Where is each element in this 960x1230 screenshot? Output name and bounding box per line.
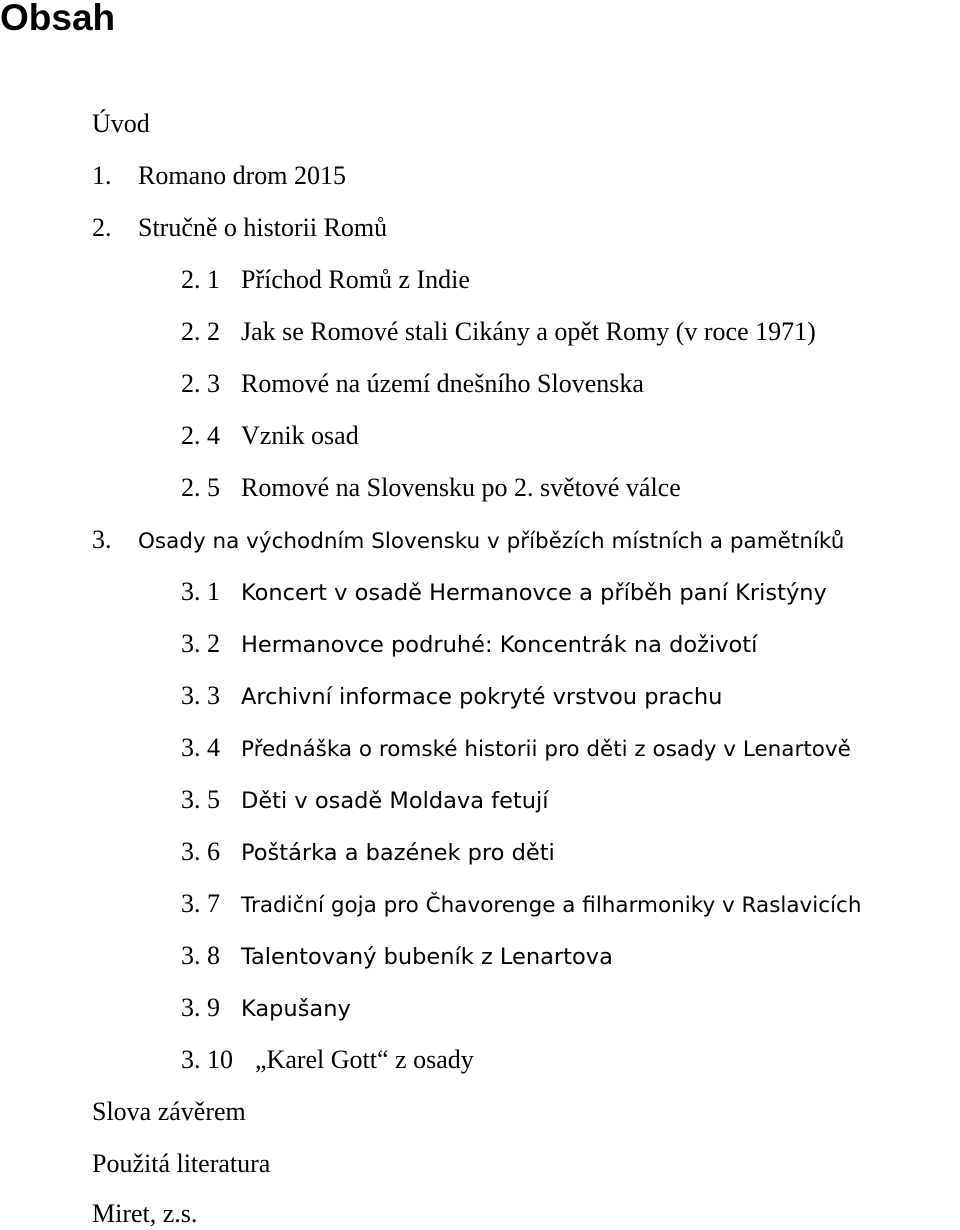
toc-entry-chapter-2[interactable] — [92, 212, 387, 244]
toc-entry-title: Miret, z.s. — [92, 1199, 198, 1228]
toc-entry-number: 3. — [92, 525, 112, 554]
toc-entry-conclusion[interactable] — [92, 1096, 246, 1128]
toc-entry-title: Talentovaný bubeník z Lenartova — [241, 944, 613, 970]
toc-entry-bibliography[interactable] — [92, 1148, 270, 1180]
toc-entry-section-3-2[interactable] — [181, 628, 757, 661]
toc-entry-title: Poštárka a bazének pro děti — [241, 840, 555, 866]
toc-entry-number: 2. 1 — [181, 265, 220, 294]
toc-entry-section-3-7[interactable] — [181, 888, 862, 922]
toc-entry-title: Slova závěrem — [92, 1097, 246, 1126]
toc-entry-title: Kapušany — [241, 996, 351, 1022]
toc-entry-title: Romové na Slovensku po 2. světové válce — [241, 473, 681, 502]
toc-entry-number: 2. — [92, 213, 112, 242]
toc-entry-intro[interactable] — [92, 108, 150, 140]
toc-entry-title: Použitá literatura — [92, 1149, 271, 1178]
toc-entry-number: 2. 5 — [181, 473, 220, 502]
toc-entry-title: Děti v osadě Moldava fetují — [241, 788, 549, 814]
toc-entry-section-2-2[interactable] — [181, 316, 816, 348]
toc-entry-number: 2. 4 — [181, 421, 220, 450]
toc-entry-number: 2. 3 — [181, 369, 220, 398]
toc-entry-section-2-4[interactable] — [181, 420, 359, 452]
toc-entry-miret[interactable] — [92, 1198, 197, 1230]
toc-entry-number: 3. 10 — [181, 1045, 233, 1074]
toc-entry-number: 2. 2 — [181, 317, 220, 346]
toc-entry-section-2-1[interactable] — [181, 264, 470, 296]
toc-entry-section-3-10[interactable] — [181, 1044, 474, 1076]
toc-entry-section-3-1[interactable] — [181, 576, 827, 609]
toc-entry-section-3-9[interactable] — [181, 992, 351, 1025]
toc-entry-number: 3. 2 — [181, 629, 220, 658]
toc-entry-title: Úvod — [92, 109, 150, 138]
toc-entry-title: Romové na území dnešního Slovenska — [241, 369, 644, 398]
toc-entry-section-3-4[interactable] — [181, 732, 851, 766]
toc-entry-title: Vznik osad — [241, 421, 359, 450]
toc-entry-chapter-3[interactable] — [92, 524, 844, 558]
page-title: Obsah — [0, 0, 116, 38]
toc-entry-title: Tradiční goja pro Čhavorenge a filharmoniky v Raslavicích — [241, 893, 862, 918]
toc-entry-number: 1. — [92, 161, 112, 190]
toc-entry-title: Koncert v osadě Hermanovce a příběh paní Kristýny — [241, 580, 827, 606]
toc-entry-section-3-8[interactable] — [181, 940, 613, 973]
toc-entry-number: 3. 6 — [181, 837, 220, 866]
toc-entry-number: 3. 3 — [181, 681, 220, 710]
toc-entry-section-2-5[interactable] — [181, 472, 681, 504]
toc-entry-section-2-3[interactable] — [181, 368, 644, 400]
toc-entry-title: Stručně o historii Romů — [138, 213, 388, 242]
toc-entry-number: 3. 7 — [181, 889, 220, 918]
toc-entry-title: Přednáška o romské historii pro děti z osady v Lenartově — [241, 737, 851, 762]
toc-entry-title: Příchod Romů z Indie — [241, 265, 470, 294]
toc-entry-number: 3. 8 — [181, 941, 220, 970]
toc-entry-title: „Karel Gott“ z osady — [255, 1045, 474, 1074]
toc-entry-title: Jak se Romové stali Cikány a opět Romy (v roce 1971) — [241, 317, 816, 346]
toc-entry-section-3-3[interactable] — [181, 680, 722, 713]
toc-entry-title: Osady na východním Slovensku v příbězích místních a pamětníků — [138, 529, 845, 554]
toc-entry-title: Hermanovce podruhé: Koncentrák na doživotí — [241, 632, 758, 658]
toc-entry-section-3-6[interactable] — [181, 836, 555, 869]
toc-entry-number: 3. 5 — [181, 785, 220, 814]
toc-entry-chapter-1[interactable] — [92, 160, 346, 192]
toc-entry-number: 3. 9 — [181, 993, 220, 1022]
toc-entry-number: 3. 1 — [181, 577, 220, 606]
toc-entry-section-3-5[interactable] — [181, 784, 549, 817]
toc-entry-title: Archivní informace pokryté vrstvou prachu — [241, 684, 723, 710]
toc-entry-number: 3. 4 — [181, 733, 220, 762]
toc-entry-title: Romano drom 2015 — [138, 161, 346, 190]
